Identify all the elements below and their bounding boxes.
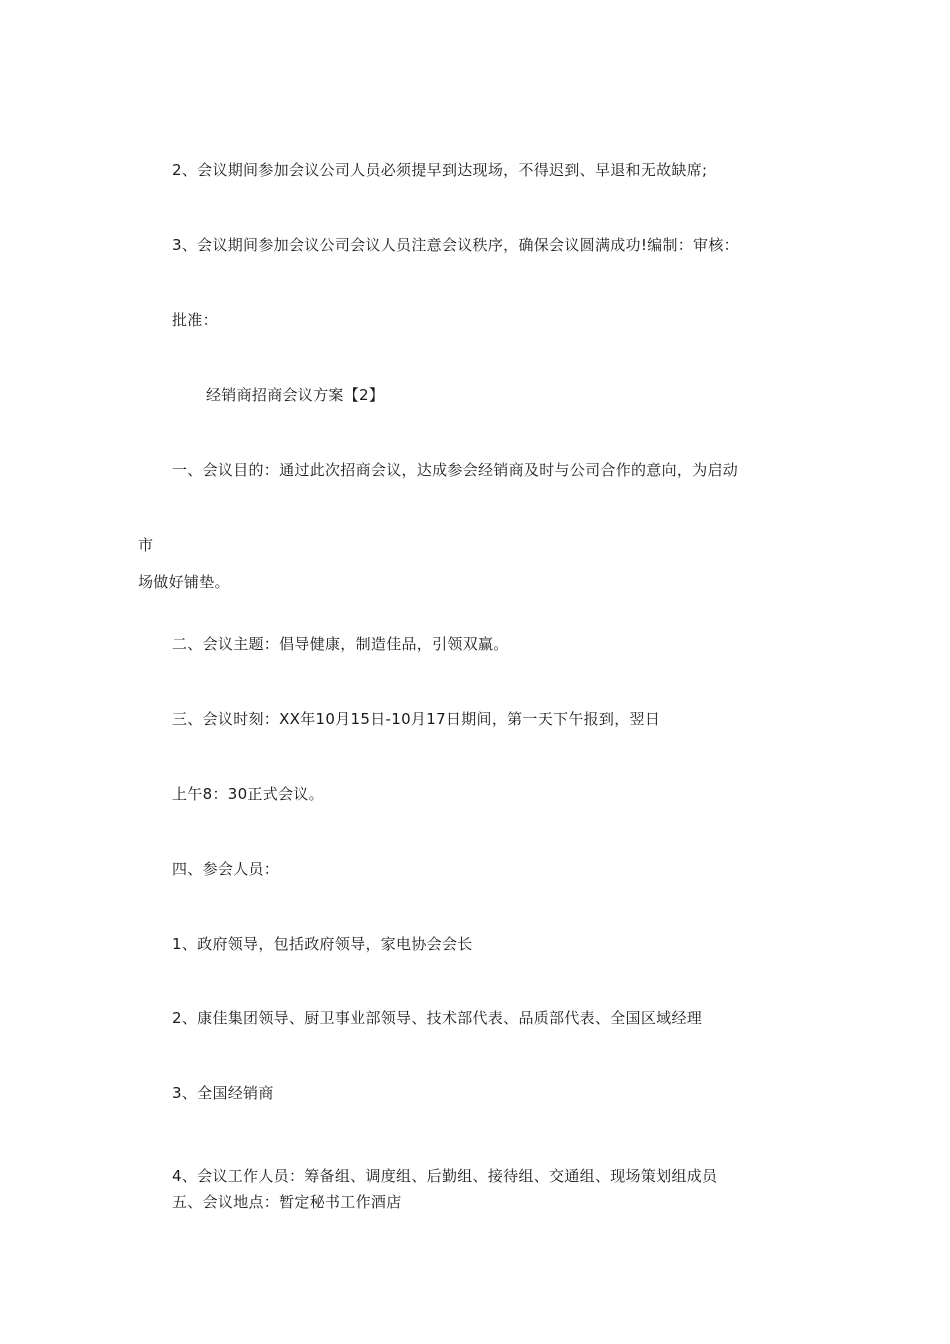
- list-item-government: 1、政府领导，包括政府领导，家电协会会长: [172, 935, 473, 953]
- paragraph-attendees: 四、参会人员：: [172, 860, 280, 878]
- paragraph-purpose-wrap-1: 市: [138, 536, 154, 554]
- list-item-konka: 2、康佳集团领导、厨卫事业部领导、技术部代表、品质部代表、全国区域经理: [172, 1009, 703, 1027]
- list-item-staff: 4、会议工作人员：筹备组、调度组、后勤组、接待组、交通组、现场策划组成员: [172, 1167, 718, 1185]
- paragraph-purpose: 一、会议目的：通过此次招商会议，达成参会经销商及时与公司合作的意向，为启动: [172, 461, 739, 479]
- list-item-dealers: 3、全国经销商: [172, 1084, 274, 1102]
- paragraph-theme: 二、会议主题：倡导健康，制造佳品，引领双赢。: [172, 635, 509, 653]
- paragraph-time-continued: 上午8：30正式会议。: [172, 785, 324, 803]
- paragraph-rule-3: 3、会议期间参加会议公司会议人员注意会议秩序，确保会议圆满成功!编制：审核：: [172, 236, 739, 254]
- paragraph-time: 三、会议时刻：XX年10月15日-10月17日期间，第一天下午报到，翌日: [172, 710, 661, 728]
- paragraph-rule-2: 2、会议期间参加会议公司人员必须提早到达现场，不得迟到、早退和无故缺席;: [172, 161, 708, 179]
- paragraph-approval: 批准：: [172, 311, 218, 329]
- paragraph-location: 五、会议地点：暂定秘书工作酒店: [172, 1193, 402, 1211]
- paragraph-purpose-wrap-2: 场做好铺垫。: [138, 573, 230, 591]
- section-title: 经销商招商会议方案【2】: [206, 386, 385, 404]
